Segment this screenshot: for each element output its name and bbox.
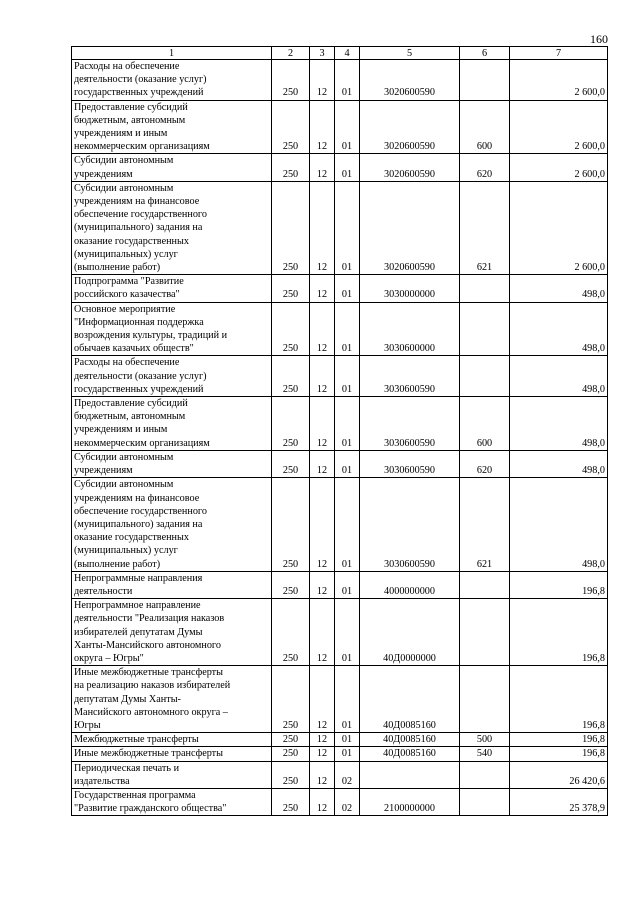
table-row	[72, 761, 608, 788]
row-amount-cell: 498,0	[510, 302, 608, 356]
column-header: 7	[510, 47, 608, 60]
row-type-cell	[460, 761, 510, 788]
row-amount-cell: 196,8	[510, 747, 608, 761]
row-section-cell: 12	[310, 60, 335, 101]
row-subsection-cell: 01	[335, 302, 360, 356]
table-row	[72, 356, 608, 397]
row-amount-cell: 196,8	[510, 666, 608, 733]
row-code-cell: 250	[272, 60, 310, 101]
table-row	[72, 666, 608, 733]
row-code-cell: 250	[272, 154, 310, 181]
row-subsection-cell: 01	[335, 154, 360, 181]
column-header: 3	[310, 47, 335, 60]
row-target-cell: 3020600590	[360, 181, 460, 274]
row-section-cell: 12	[310, 571, 335, 598]
row-code-cell: 250	[272, 478, 310, 571]
row-subsection-cell: 01	[335, 181, 360, 274]
row-subsection-cell: 01	[335, 100, 360, 154]
row-type-cell: 620	[460, 450, 510, 477]
row-code-cell: 250	[272, 666, 310, 733]
row-target-cell: 3030000000	[360, 275, 460, 302]
row-code-cell: 250	[272, 302, 310, 356]
row-name-cell: Субсидии автономным учреждениям на финансовое обеспечение государственного (муниципального) задания на оказание государственных (муниципальных) услуг (выполнение работ)	[72, 478, 272, 571]
row-code-cell: 250	[272, 733, 310, 747]
row-target-cell: 4000000000	[360, 571, 460, 598]
row-name-cell: Субсидии автономным учреждениям	[72, 154, 272, 181]
row-type-cell	[460, 788, 510, 815]
table-body	[72, 60, 608, 816]
row-type-cell	[460, 356, 510, 397]
row-target-cell: 3020600590	[360, 100, 460, 154]
row-target-cell: 40Д0085160	[360, 666, 460, 733]
row-subsection-cell: 01	[335, 450, 360, 477]
row-target-cell	[360, 761, 460, 788]
row-type-cell: 540	[460, 747, 510, 761]
row-code-cell: 250	[272, 599, 310, 666]
row-subsection-cell: 01	[335, 275, 360, 302]
row-type-cell	[460, 599, 510, 666]
table-row	[72, 60, 608, 101]
table-row	[72, 181, 608, 274]
row-target-cell: 40Д0085160	[360, 733, 460, 747]
row-target-cell: 40Д0000000	[360, 599, 460, 666]
row-section-cell: 12	[310, 181, 335, 274]
row-amount-cell: 498,0	[510, 397, 608, 451]
page-number: 160	[590, 32, 608, 46]
row-subsection-cell: 01	[335, 666, 360, 733]
row-subsection-cell: 01	[335, 747, 360, 761]
table-row	[72, 747, 608, 761]
row-type-cell	[460, 571, 510, 598]
table-row	[72, 599, 608, 666]
table-row	[72, 275, 608, 302]
row-name-cell: Субсидии автономным учреждениям на финансовое обеспечение государственного (муниципального) задания на оказание государственных (муниципальных) услуг (выполнение работ)	[72, 181, 272, 274]
row-target-cell: 3030600000	[360, 302, 460, 356]
row-amount-cell: 498,0	[510, 450, 608, 477]
column-header: 2	[272, 47, 310, 60]
budget-table	[71, 46, 608, 816]
row-name-cell: Расходы на обеспечение деятельности (оказание услуг) государственных учреждений	[72, 60, 272, 101]
row-section-cell: 12	[310, 478, 335, 571]
row-code-cell: 250	[272, 747, 310, 761]
row-section-cell: 12	[310, 666, 335, 733]
column-header: 6	[460, 47, 510, 60]
row-target-cell: 40Д0085160	[360, 747, 460, 761]
row-section-cell: 12	[310, 788, 335, 815]
row-section-cell: 12	[310, 397, 335, 451]
row-type-cell: 600	[460, 100, 510, 154]
row-subsection-cell: 01	[335, 571, 360, 598]
row-section-cell: 12	[310, 154, 335, 181]
column-header: 5	[360, 47, 460, 60]
row-target-cell: 3030600590	[360, 450, 460, 477]
row-amount-cell: 25 378,9	[510, 788, 608, 815]
row-type-cell: 600	[460, 397, 510, 451]
row-name-cell: Подпрограмма "Развитие российского казачества"	[72, 275, 272, 302]
row-amount-cell: 196,8	[510, 571, 608, 598]
row-name-cell: Иные межбюджетные трансферты на реализацию наказов избирателей депутатам Думы Ханты- Мансийского автономного округа – Югры	[72, 666, 272, 733]
row-amount-cell: 498,0	[510, 478, 608, 571]
row-type-cell	[460, 666, 510, 733]
row-name-cell: Субсидии автономным учреждениям	[72, 450, 272, 477]
column-header: 4	[335, 47, 360, 60]
row-name-cell: Непрограммные направления деятельности	[72, 571, 272, 598]
row-target-cell: 2100000000	[360, 788, 460, 815]
row-target-cell: 3020600590	[360, 60, 460, 101]
row-type-cell: 621	[460, 478, 510, 571]
row-section-cell: 12	[310, 275, 335, 302]
row-code-cell: 250	[272, 571, 310, 598]
row-type-cell: 620	[460, 154, 510, 181]
table-row	[72, 733, 608, 747]
row-code-cell: 250	[272, 788, 310, 815]
row-section-cell: 12	[310, 450, 335, 477]
row-section-cell: 12	[310, 733, 335, 747]
row-name-cell: Предоставление субсидий бюджетным, автономным учреждениям и иным некоммерческим организациям	[72, 397, 272, 451]
table-row	[72, 302, 608, 356]
row-amount-cell: 196,8	[510, 599, 608, 666]
row-subsection-cell: 01	[335, 599, 360, 666]
table-row	[72, 478, 608, 571]
row-amount-cell: 2 600,0	[510, 181, 608, 274]
row-subsection-cell: 02	[335, 761, 360, 788]
row-subsection-cell: 01	[335, 478, 360, 571]
row-code-cell: 250	[272, 100, 310, 154]
row-name-cell: Расходы на обеспечение деятельности (оказание услуг) государственных учреждений	[72, 356, 272, 397]
row-subsection-cell: 01	[335, 397, 360, 451]
table-row	[72, 100, 608, 154]
row-section-cell: 12	[310, 356, 335, 397]
row-type-cell	[460, 275, 510, 302]
row-name-cell: Межбюджетные трансферты	[72, 733, 272, 747]
table-row	[72, 154, 608, 181]
row-amount-cell: 2 600,0	[510, 100, 608, 154]
row-name-cell: Предоставление субсидий бюджетным, автономным учреждениям и иным некоммерческим организациям	[72, 100, 272, 154]
row-name-cell: Периодическая печать и издательства	[72, 761, 272, 788]
row-name-cell: Основное мероприятие "Информационная поддержка возрождения культуры, традиций и обычаев казачьих обществ"	[72, 302, 272, 356]
row-type-cell: 500	[460, 733, 510, 747]
row-code-cell: 250	[272, 761, 310, 788]
row-target-cell: 3020600590	[360, 154, 460, 181]
table-row	[72, 571, 608, 598]
table-row	[72, 397, 608, 451]
row-amount-cell: 2 600,0	[510, 60, 608, 101]
row-amount-cell: 2 600,0	[510, 154, 608, 181]
row-name-cell: Иные межбюджетные трансферты	[72, 747, 272, 761]
row-code-cell: 250	[272, 356, 310, 397]
row-amount-cell: 196,8	[510, 733, 608, 747]
row-subsection-cell: 01	[335, 733, 360, 747]
row-code-cell: 250	[272, 181, 310, 274]
row-section-cell: 12	[310, 761, 335, 788]
row-code-cell: 250	[272, 397, 310, 451]
row-name-cell: Государственная программа "Развитие гражданского общества"	[72, 788, 272, 815]
row-section-cell: 12	[310, 302, 335, 356]
row-section-cell: 12	[310, 599, 335, 666]
row-subsection-cell: 02	[335, 788, 360, 815]
row-target-cell: 3030600590	[360, 356, 460, 397]
row-amount-cell: 498,0	[510, 275, 608, 302]
row-amount-cell: 498,0	[510, 356, 608, 397]
row-name-cell: Непрограммное направление деятельности "Реализация наказов избирателей депутатам Думы Ханты-Мансийского автономного округа – Югры"	[72, 599, 272, 666]
row-type-cell	[460, 60, 510, 101]
row-target-cell: 3030600590	[360, 397, 460, 451]
row-section-cell: 12	[310, 747, 335, 761]
row-section-cell: 12	[310, 100, 335, 154]
row-target-cell: 3030600590	[360, 478, 460, 571]
table-row	[72, 450, 608, 477]
row-subsection-cell: 01	[335, 356, 360, 397]
header-row	[72, 47, 608, 60]
row-code-cell: 250	[272, 450, 310, 477]
row-type-cell	[460, 302, 510, 356]
table-row	[72, 788, 608, 815]
row-type-cell: 621	[460, 181, 510, 274]
row-subsection-cell: 01	[335, 60, 360, 101]
column-header: 1	[72, 47, 272, 60]
row-code-cell: 250	[272, 275, 310, 302]
row-amount-cell: 26 420,6	[510, 761, 608, 788]
